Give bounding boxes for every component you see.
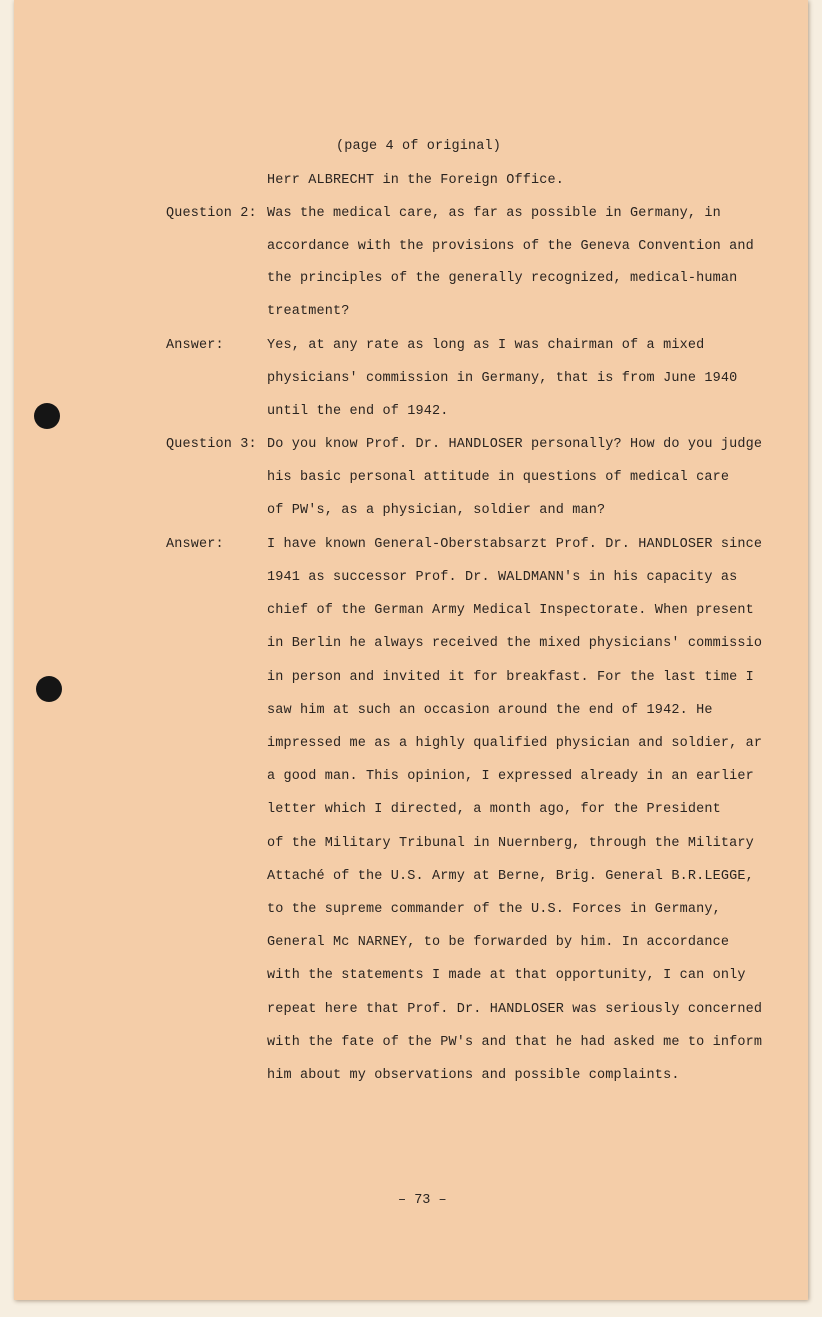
text-line: the principles of the generally recognized, medical-human (267, 271, 738, 286)
text-line: him about my observations and possible complaints. (267, 1068, 680, 1083)
text-line: treatment? (267, 304, 350, 319)
page-number: – 73 – (398, 1193, 447, 1208)
text-line: physicians' commission in Germany, that is from June 1940 (267, 371, 738, 386)
text-line: Yes, at any rate as long as I was chairman of a mixed (267, 338, 705, 353)
text-line: saw him at such an occasion around the end of 1942. He (267, 703, 713, 718)
text-line: accordance with the provisions of the Geneva Convention and (267, 239, 754, 254)
text-line: with the statements I made at that opportunity, I can only (267, 968, 746, 983)
text-line: a good man. This opinion, I expressed already in an earlier (267, 769, 754, 784)
page-header: (page 4 of original) (336, 139, 502, 154)
text-line: of the Military Tribunal in Nuernberg, through the Military (267, 836, 754, 851)
text-line: his basic personal attitude in questions of medical care (267, 470, 730, 485)
text-line: General Mc NARNEY, to be forwarded by him. In accordance (267, 935, 730, 950)
text-line: in Berlin he always received the mixed physicians' commissio (267, 636, 763, 651)
text-line: with the fate of the PW's and that he had asked me to inform (267, 1035, 763, 1050)
text-line: Attaché of the U.S. Army at Berne, Brig. General B.R.LEGGE, (267, 869, 754, 884)
punch-hole-top (34, 403, 60, 429)
text-line: Was the medical care, as far as possible in Germany, in (267, 206, 721, 221)
text-line: Do you know Prof. Dr. HANDLOSER personally? How do you judge (267, 437, 763, 452)
text-line: repeat here that Prof. Dr. HANDLOSER was seriously concerned (267, 1002, 763, 1017)
text-line: until the end of 1942. (267, 404, 449, 419)
text-line: to the supreme commander of the U.S. Forces in Germany, (267, 902, 721, 917)
text-line: impressed me as a highly qualified physician and soldier, ar (267, 736, 763, 751)
text-line: of PW's, as a physician, soldier and man? (267, 503, 606, 518)
text-line: in person and invited it for breakfast. For the last time I (267, 670, 754, 685)
punch-hole-bottom (36, 676, 62, 702)
text-line: 1941 as successor Prof. Dr. WALDMANN's in his capacity as (267, 570, 738, 585)
document-page (14, 0, 808, 1300)
text-line: letter which I directed, a month ago, for the President (267, 802, 721, 817)
text-line: chief of the German Army Medical Inspectorate. When present (267, 603, 754, 618)
block-label: Answer: (166, 338, 224, 353)
text-line: I have known General-Oberstabsarzt Prof. Dr. HANDLOSER since (267, 537, 763, 552)
intro-line: Herr ALBRECHT in the Foreign Office. (267, 173, 565, 188)
block-label: Question 2: (166, 206, 257, 221)
block-label: Answer: (166, 537, 224, 552)
block-label: Question 3: (166, 437, 257, 452)
